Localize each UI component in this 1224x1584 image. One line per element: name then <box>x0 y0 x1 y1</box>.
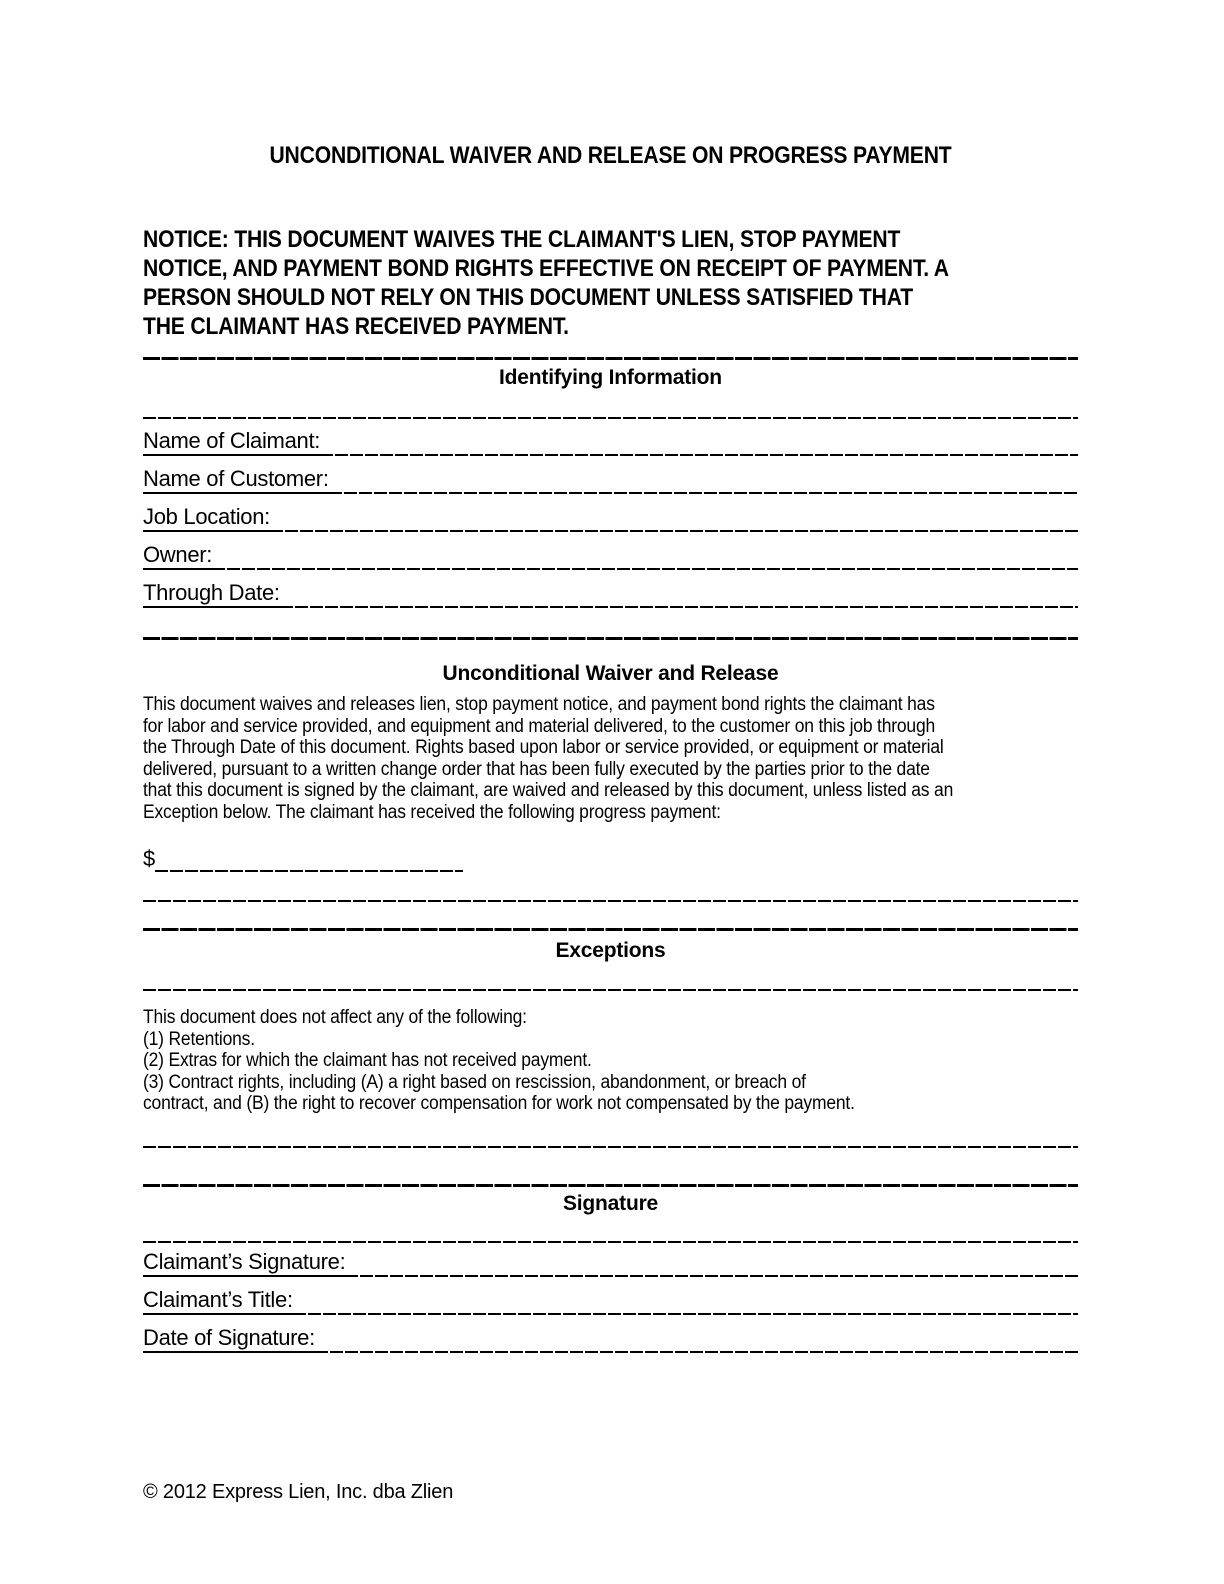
claimant-title-blank-line[interactable] <box>293 1287 1078 1315</box>
waiver-body-line: that this document is signed by the claimant, are waived and released by this document, unless listed as an <box>143 780 954 801</box>
field-row-claimant-title <box>143 1287 1078 1315</box>
section-divider <box>143 637 1078 640</box>
field-row-through-date <box>143 580 1078 608</box>
section-divider <box>143 928 1078 931</box>
waiver-body-line: delivered, pursuant to a written change order that has been fully executed by the parties prior to the date <box>143 758 930 780</box>
name-of-customer-blank-line[interactable] <box>329 466 1078 494</box>
through-date-blank-line[interactable] <box>280 580 1078 608</box>
section-divider <box>143 1184 1078 1187</box>
field-label: Job Location: <box>143 504 270 532</box>
notice-text <box>143 225 1078 341</box>
payment-amount-blank-line[interactable] <box>155 844 463 872</box>
section-divider <box>143 989 1078 991</box>
waiver-body-line: for labor and service provided, and equipment and material delivered, to the customer on this job through <box>143 715 936 737</box>
field-label: Name of Claimant: <box>143 428 320 456</box>
waiver-body-line: Exception below. The claimant has received the following progress payment: <box>143 801 721 823</box>
field-row-name-of-customer <box>143 466 1078 494</box>
exceptions-body-line: (2) Extras for which the claimant has not received payment. <box>143 1050 592 1071</box>
exceptions-body-text <box>143 1007 1078 1115</box>
field-label: Name of Customer: <box>143 466 329 494</box>
section-divider <box>143 1146 1078 1148</box>
exceptions-body-line: contract, and (B) the right to recover compensation for work not compensated by the payment. <box>143 1093 855 1114</box>
field-label: Date of Signature: <box>143 1325 315 1353</box>
notice-line: THE CLAIMANT HAS RECEIVED PAYMENT. <box>143 313 569 340</box>
section-divider <box>143 1241 1078 1243</box>
identifying-section-heading: Identifying Information <box>499 366 722 389</box>
field-label: Through Date: <box>143 580 280 608</box>
field-label: Owner: <box>143 542 212 570</box>
signature-section-heading: Signature <box>562 1191 659 1215</box>
notice-line: NOTICE, AND PAYMENT BOND RIGHTS EFFECTIVE ON RECEIPT OF PAYMENT. A <box>143 255 949 282</box>
signature-fields <box>143 1249 1078 1353</box>
field-row-owner <box>143 542 1078 570</box>
notice-line: NOTICE: THIS DOCUMENT WAIVES THE CLAIMANT'S LIEN, STOP PAYMENT <box>143 226 901 253</box>
waiver-section-heading: Unconditional Waiver and Release <box>442 662 779 685</box>
field-row-date-of-signature <box>143 1325 1078 1353</box>
exceptions-section-heading: Exceptions <box>555 939 666 962</box>
waiver-body-line: This document waives and releases lien, stop payment notice, and payment bond rights the claimant has <box>143 694 935 715</box>
owner-blank-line[interactable] <box>212 542 1078 570</box>
copyright-footer: © 2012 Express Lien, Inc. dba Zlien <box>143 1481 454 1503</box>
dollar-sign-label: $ <box>143 846 156 871</box>
document-title: UNCONDITIONAL WAIVER AND RELEASE ON PROGRESS PAYMENT <box>269 142 952 169</box>
section-divider <box>143 417 1078 419</box>
field-row-job-location <box>143 504 1078 532</box>
waiver-body-text <box>143 694 1078 823</box>
section-divider <box>143 900 1078 902</box>
job-location-blank-line[interactable] <box>270 504 1078 532</box>
waiver-body-line: the Through Date of this document. Rights based upon labor or service provided, or equipment or material <box>143 737 944 758</box>
field-label: Claimant’s Signature: <box>143 1249 345 1277</box>
payment-amount-field <box>143 844 1078 872</box>
exceptions-body-line: (3) Contract rights, including (A) a right based on rescission, abandonment, or breach of <box>143 1071 806 1093</box>
exceptions-body-line: (1) Retentions. <box>143 1028 255 1050</box>
name-of-claimant-blank-line[interactable] <box>320 428 1078 456</box>
claimant-signature-blank-line[interactable] <box>345 1249 1078 1277</box>
notice-line: PERSON SHOULD NOT RELY ON THIS DOCUMENT UNLESS SATISFIED THAT <box>143 284 913 311</box>
section-divider <box>143 357 1078 360</box>
date-of-signature-blank-line[interactable] <box>315 1325 1078 1353</box>
identifying-fields <box>143 428 1078 608</box>
field-label: Claimant’s Title: <box>143 1287 293 1315</box>
exceptions-body-line: This document does not affect any of the following: <box>143 1007 527 1028</box>
field-row-name-of-claimant <box>143 428 1078 456</box>
field-row-claimant-signature <box>143 1249 1078 1277</box>
